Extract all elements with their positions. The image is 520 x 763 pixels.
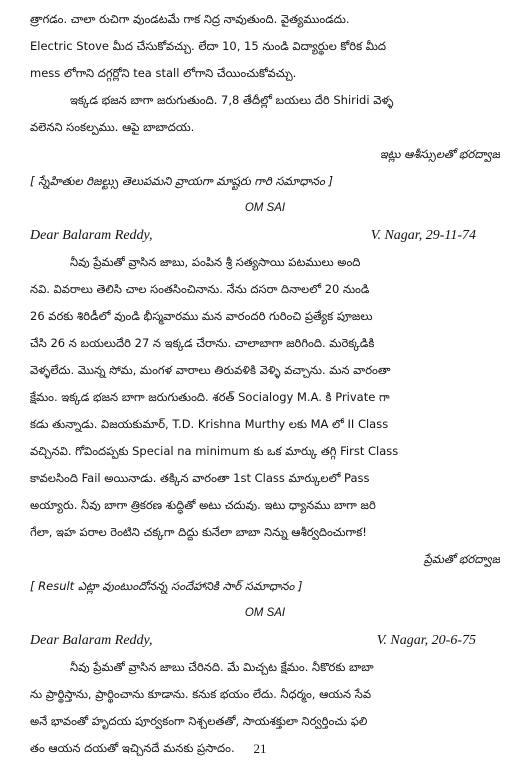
signature-line: ప్రేమతో భరద్వాజ (423, 552, 500, 566)
text-line: వలెనని సంకల్పము. ఆపై బాబాదయ. (30, 120, 195, 134)
paragraph-first-line: నీవు ప్రేమతో వ్రాసిన జాబు చేరినది. మే మిచ్చట క్షేమం. నీకొరకు బాబా (70, 660, 374, 674)
text-line: గేలా, ఇహ పరాల రెంటిని చక్కగా దిద్దు కునేలా బాబా నిన్ను ఆశీర్వదించుగాక! (30, 525, 367, 539)
text-line: క్షేమం. ఇక్కడ భజన బాగా జరుగుతుంది. శరత్ Socialogy M.A. కి Private గా (30, 390, 390, 404)
salutation: Dear Balaram Reddy, (30, 633, 153, 648)
signature-line: ఇట్లు ఆశీస్సులతో భరద్వాజ (379, 147, 500, 161)
text-line: నవి. వివరాలు తెలిసి చాల సంతసించినాను. నేను దసరా దినాలలో 20 నుండి (30, 282, 370, 296)
text-line: mess లోగాని దగ్గర్లోని tea stall లోగాని చేయించుకోవచ్చు. (30, 66, 297, 80)
text-line: చేసి 26 న బయలుదేరి 27 న ఇక్కడ చేరాను. చాలాబాగా జరిగింది. మరెక్కడికి (30, 336, 375, 350)
text-line: 26 వరకు శిరిడీలో వుండి భీస్మవారము మన వారందరి గురించి ప్రత్యేక పూజలు (30, 309, 373, 323)
text-line: కడు తున్నాడు. విజయకుమార్, T.D. Krishna Murthy లకు MA లో II Class (30, 417, 389, 431)
text-line: తం ఆయన దయతో ఇచ్చినదే మనకు ప్రసాదం. (30, 741, 235, 755)
text-line: త్రాగడం. చాలా రుచిగా వుండటమే గాక నిద్ర నావుతుంది. వైత్యముండదు. (30, 12, 350, 26)
text-line: అనే భావంతో హృదయ పూర్వకంగా నిశ్చలతతో, సాయశక్తులా నిర్వర్తించు ఫలి (30, 714, 368, 728)
bracket-note: [ Result ఎట్లా వుంటుందోనన్న సందేహానికి సార్ సమాధానం ] (30, 579, 303, 593)
text-line: వచ్చినవి. గోవిందప్పకు Special na minimum కు ఒక మార్కు తగ్గి First Class (30, 444, 399, 458)
letter-salutation-row (30, 627, 500, 654)
paragraph-first-line: నీవు ప్రేమతో వ్రాసిన జాబు, పంపిన శ్రీ సత్యసాయి పటములు అంది (70, 255, 361, 269)
paragraph-first-line: ఇక్కడ భజన బాగా జరుగుతుంది. 7,8 తేదీల్లో బయలు దేరి Shiridi వెళ్ళ (70, 93, 394, 107)
om-sai-heading: OM SAI (244, 202, 286, 214)
salutation: Dear Balaram Reddy, (30, 228, 153, 243)
text-line: Electric Stove మీద చేసుకోవచ్చు. లేదా 10, 15 నుండి విద్యార్థుల కోరిక మీద (30, 39, 387, 53)
page-number: 21 (253, 741, 267, 756)
place-date: V. Nagar, 20-6-75 (376, 633, 476, 648)
text-line: కావలసింది Fail అయినాడు. తక్కిన వారంతా 1st Class మార్కులలో Pass (30, 471, 370, 485)
text-line: వెళ్ళలేదు. మొన్న సోమ, మంగళ వారాలు తిరువళికి వెళ్ళి వచ్చాను. మన వారంతా (30, 363, 391, 377)
om-sai-heading: OM SAI (244, 607, 286, 619)
text-line: అయ్యారు. నీవు బాగా త్రికరణ శుద్ధితో అటు చదువు. ఇటు ధ్యానము బాగా జరి (30, 498, 376, 512)
text-line: ను ప్రార్థిస్తాను, ప్రార్థించాను కూడాను. కనుక భయం లేదు. నీధర్మం, ఆయన సేవ (30, 687, 372, 701)
bracket-note: [ స్నేహితుల రిజల్ట్సు తెలుపమని వ్రాయగా మాష్టరు గారి సమాధానం ] (30, 174, 334, 188)
letter-salutation-row (30, 222, 500, 249)
place-date: V. Nagar, 29-11-74 (370, 228, 476, 243)
